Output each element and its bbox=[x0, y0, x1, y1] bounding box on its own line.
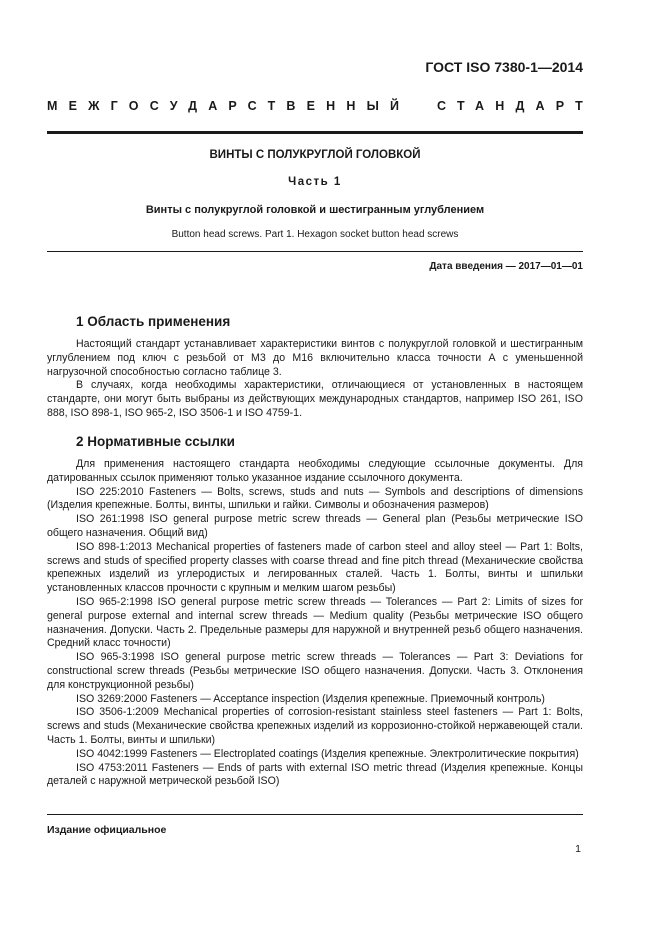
part-label: Часть 1 bbox=[288, 176, 342, 188]
document-title: ВИНТЫ С ПОЛУКРУГЛОЙ ГОЛОВКОЙ bbox=[209, 149, 421, 161]
reference-entry: ISO 3269:2000 Fasteners — Acceptance inspection (Изделия крепежные. Приемочный контроль) bbox=[76, 692, 545, 705]
section-heading-scope: 1 Область применения bbox=[76, 314, 231, 329]
reference-entry: ISO 4753:2011 Fasteners — Ends of parts with external ISO metric thread (Изделия крепежные. Концы деталей с наружной метрической резьбой ISO) bbox=[47, 761, 583, 788]
english-title: Button head screws. Part 1. Hexagon socket button head screws bbox=[171, 229, 459, 240]
document-subtitle: Винты с полукруглой головкой и шестигранным углублением bbox=[145, 204, 485, 216]
section-heading-normative-references: 2 Нормативные ссылки bbox=[76, 434, 235, 449]
footer-divider bbox=[47, 814, 583, 815]
paragraph: Для применения настоящего стандарта необходимы следующие ссылочные документы. Для датированных ссылок применяют только указанное издание ссылочного документа. bbox=[47, 458, 583, 484]
header-divider bbox=[47, 131, 583, 134]
paragraph: В случаях, когда необходимы характеристики, отличающиеся от установленных в настоящем стандарте, они могут быть выбраны из действующих международных стандартов, например ISO 261, ISO 888, ISO 898-1, ISO 965-2, ISO 3506-1 и ISO 4759-1. bbox=[47, 379, 583, 419]
reference-entry: ISO 965-2:1998 ISO general purpose metric screw threads — Tolerances — Part 2: Limits of sizes for general purpose external and internal screw threads — Medium quality (Резьбы метрические ISO общего назначения. Допуски. Часть 2. Предельные размеры для наружной и внутренней резьб общего назначения. Средний класс точности) bbox=[47, 595, 583, 650]
paragraph: Настоящий стандарт устанавливает характеристики винтов с полукруглой головкой и шестигранным углублением под ключ с резьбой от М3 до М16 включительно класса точности А с уменьшенной нагрузочной способностью согласно таблице 3. bbox=[47, 338, 583, 378]
official-edition-label: Издание официальное bbox=[47, 824, 167, 836]
reference-entry: ISO 261:1998 ISO general purpose metric screw threads — General plan (Резьбы метрические ISO общего назначения. Общий вид) bbox=[47, 513, 583, 539]
banner-word-standard: СТАНДАРТ bbox=[437, 99, 594, 113]
reference-entry: ISO 965-3:1998 ISO general purpose metric screw threads — Tolerances — Part 3: Deviations for constructional screw threads (Резьбы метрические ISO общего назначения. Допуски. Часть 3. Отклонения для конструкционной резьбы) bbox=[47, 651, 583, 691]
reference-entry: ISO 3506-1:2009 Mechanical properties of corrosion-resistant stainless steel fasteners — Part 1: Bolts, screws and studs (Механические свойства крепежных изделий из коррозионно-стойкой нержавеющей стали. Часть 1. Болты, винты и шпильки) bbox=[47, 706, 583, 746]
reference-entry: ISO 225:2010 Fasteners — Bolts, screws, studs and nuts — Symbols and descriptions of dimensions (Изделия крепежные. Болты, винты, шпильки и гайки. Символы и обозначения размеров) bbox=[47, 485, 583, 512]
banner-word-interstate: МЕЖГОСУДАРСТВЕННЫЙ bbox=[47, 99, 411, 113]
page-number: 1 bbox=[575, 843, 581, 855]
title-divider bbox=[47, 251, 583, 252]
reference-entry: ISO 4042:1999 Fasteners — Electroplated coatings (Изделия крепежные. Электролитические покрытия) bbox=[76, 747, 579, 760]
section-body-normative-references bbox=[47, 458, 583, 789]
introduction-date: Дата введения — 2017—01—01 bbox=[429, 261, 583, 272]
document-number: ГОСТ ISO 7380-1—2014 bbox=[425, 59, 583, 75]
section-body-scope bbox=[47, 338, 583, 421]
reference-entry: ISO 898-1:2013 Mechanical properties of fasteners made of carbon steel and alloy steel — Part 1: Bolts, screws and studs of specified property classes with coarse thread and fine pitch thread (Механические свойства крепежных изделий из углеродистых и легированных сталей. Часть 1. Болты, винты и шпильки установленных классов прочности с крупным и мелким шагом резьбы) bbox=[47, 540, 583, 595]
interstate-standard-banner bbox=[47, 99, 594, 113]
